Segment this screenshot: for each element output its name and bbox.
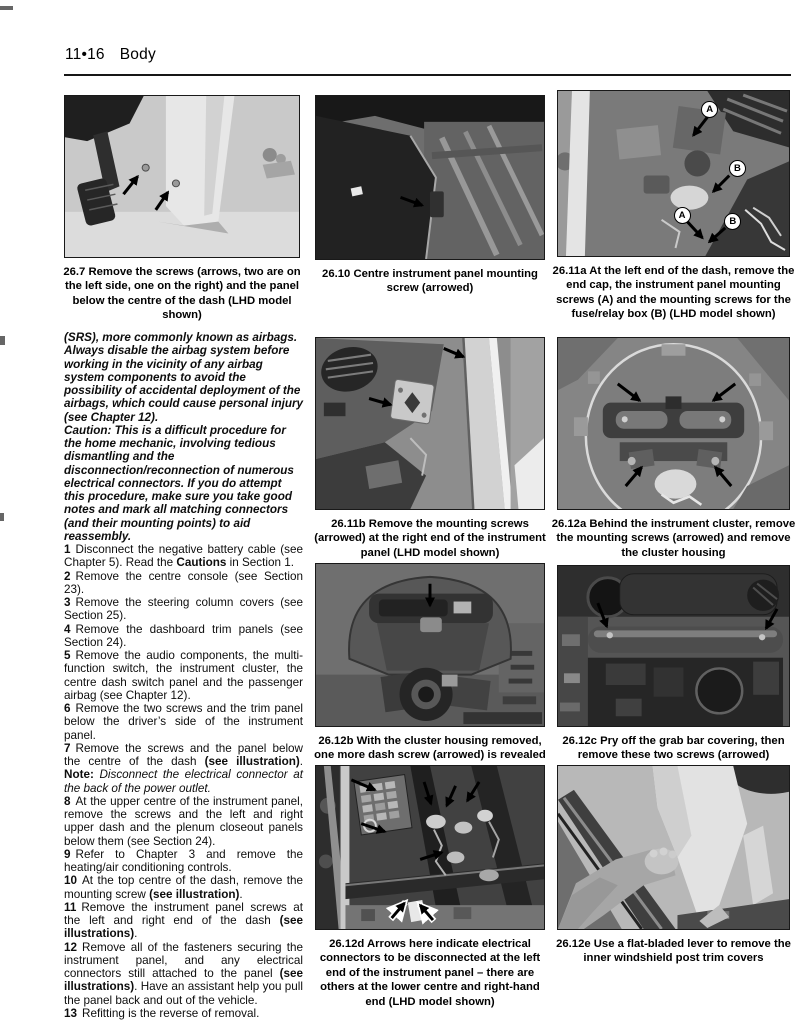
- step-text: .: [134, 927, 138, 941]
- step-number: 1: [64, 543, 71, 556]
- step-text: Note:: [64, 768, 94, 782]
- step-text: Refer to Chapter 3 and remove the heating/air conditioning controls.: [64, 847, 303, 874]
- centre-panel-photo-graphic: [316, 96, 544, 259]
- step-text: (see illustrations): [64, 914, 303, 941]
- figure-26-12b: [315, 563, 545, 763]
- step-number: 9: [64, 847, 71, 861]
- page-number: 11•16: [65, 46, 105, 63]
- scan-artifact: [0, 336, 5, 345]
- step-text: Remove the two screws and the trim panel below the driver’s side of the instrument panel.: [64, 702, 303, 742]
- step-number: 12: [64, 940, 78, 954]
- figure-26-7: [64, 95, 300, 323]
- step-number: 10: [64, 874, 78, 888]
- step-text: Remove the centre console (see Section 23).: [64, 569, 303, 596]
- intro-paragraph: (SRS), more commonly known as airbags. Always disable the airbag system before working in the vicinity of any airbag system components to avoid the possibility of accidental deployment of the airbags, which could cause personal injury (see Chapter 12).: [64, 331, 304, 424]
- step-text: At the top centre of the dash, remove the mounting screw: [64, 874, 303, 901]
- procedure-step: [64, 795, 303, 848]
- callout-letter-a: A: [701, 101, 718, 118]
- step-number: 4: [64, 622, 71, 636]
- procedure-step: [64, 649, 303, 702]
- figure-caption: 26.12d Arrows here indicate electrical connectors to be disconnected at the left end of the instrument panel – there are others at the lower centre and right-hand end (LHD model shown): [319, 938, 541, 1008]
- callout-letter-b: B: [729, 160, 746, 177]
- step-text: Disconnect the negative battery cable (see Chapter 5). Read the: [64, 543, 303, 570]
- step-text: Remove the steering column covers (see Section 25).: [64, 596, 303, 623]
- step-number: 3: [64, 596, 71, 609]
- figure-caption: 26.12e Use a flat-bladed lever to remove the inner windshield post trim covers: [556, 938, 791, 965]
- figure-26-11a-photo: [557, 90, 790, 257]
- figure-caption: 26.7 Remove the screws (arrows, two are on the left side, one on the right) and the panel below the centre of the dash (LHD model shown): [63, 266, 301, 322]
- connectors-photo-graphic: [316, 766, 544, 929]
- procedure-step: [64, 570, 303, 597]
- scan-artifact: [0, 6, 13, 10]
- step-number: 7: [64, 741, 71, 755]
- step-text: (see illustration): [149, 887, 240, 901]
- step-number: 2: [64, 569, 71, 583]
- figure-26-10-photo: [315, 95, 545, 260]
- dash-screw-photo-graphic: [316, 564, 544, 726]
- figure-26-12c-photo: [557, 565, 790, 727]
- step-text: Disconnect the electrical connector at the back of the power outlet.: [64, 768, 303, 795]
- procedure-step: [64, 742, 303, 795]
- figure-26-11a: [552, 90, 795, 322]
- figure-26-7-photo: [64, 95, 300, 258]
- figure-26-12e-photo: [557, 765, 790, 930]
- windshield-trim-photo-graphic: [558, 766, 789, 929]
- figure-26-12a-photo: [557, 337, 790, 510]
- figure-caption: 26.12c Pry off the grab bar covering, then remove these two screws (arrowed): [562, 735, 785, 762]
- pedals-photo-graphic: [65, 96, 299, 257]
- step-text: Remove the audio components, the multi-function switch, the instrument cluster, the centre dash switch panel and the passenger airbag (see Chapter 12).: [64, 649, 303, 702]
- scan-artifact: [0, 513, 4, 521]
- step-number: 6: [64, 702, 71, 715]
- figure-caption: 26.12a Behind the instrument cluster, remove the mounting screws (arrowed) and remove the cluster housing: [551, 518, 796, 559]
- figure-26-12d-photo: [315, 765, 545, 930]
- procedure-step: [64, 596, 303, 623]
- step-text: in Section 1.: [226, 556, 294, 570]
- step-text: .: [239, 887, 243, 901]
- step-text: At the upper centre of the instrument panel, remove the screws and the left and right upper dash and the plenum closeout panels below them (see Section 24).: [64, 794, 303, 848]
- figure-26-12e: [557, 765, 790, 966]
- procedure-step: [64, 874, 303, 901]
- dash-end-photo-graphic: [558, 91, 789, 256]
- callout-letter-a2: A: [674, 207, 691, 224]
- header-rule: [64, 74, 791, 76]
- callout-letter-b2: B: [724, 213, 741, 230]
- step-text: Refitting is the reverse of removal.: [82, 1006, 260, 1020]
- intro-paragraph: Caution: This is a difficult procedure for the home mechanic, involving tedious dismantling and the disconnection/reconnection of numerous electrical connectors. If you do attempt this procedure, make sure you take good notes and mark all matching connectors (and their mounting points) to aid reassembly.: [64, 423, 294, 543]
- procedure-step: [64, 623, 303, 650]
- step-number: 5: [64, 649, 71, 662]
- step-text: Remove the instrument panel screws at the left and right end of the dash: [64, 900, 303, 927]
- step-text: Remove all of the fasteners securing the instrument panel, and any electrical connectors still attached to the panel: [64, 940, 303, 980]
- procedure-step: [64, 543, 303, 570]
- procedure-step: [64, 941, 303, 1007]
- page-header: [65, 46, 156, 64]
- step-text: Remove the screws and the panel below the centre of the dash: [64, 741, 303, 768]
- figure-26-12a: [551, 337, 796, 560]
- figure-26-12b-photo: [315, 563, 545, 727]
- figure-caption: 26.11b Remove the mounting screws (arrowed) at the right end of the instrument panel (LHD model shown): [314, 518, 546, 559]
- figure-caption: 26.12b With the cluster housing removed, one more dash screw (arrowed) is revealed: [314, 735, 546, 762]
- grab-bar-photo-graphic: [558, 566, 789, 726]
- figure-caption: 26.10 Centre instrument panel mounting screw (arrowed): [322, 268, 538, 295]
- figure-26-11b-photo: [315, 337, 545, 510]
- step-number: 8: [64, 794, 71, 808]
- instruction-text: [64, 331, 303, 1020]
- step-text: Remove the dashboard trim panels (see Section 24).: [64, 622, 303, 649]
- procedure-step: [64, 848, 303, 875]
- step-text: .: [299, 755, 303, 768]
- step-text: (see illustration): [204, 755, 300, 768]
- figure-26-12d: [315, 765, 545, 1009]
- step-text: . Have an assistant help you pull the panel back and out of the vehicle.: [64, 980, 303, 1007]
- step-number: 11: [64, 900, 77, 914]
- cluster-housing-photo-graphic: [558, 338, 789, 509]
- step-text: Cautions: [176, 556, 227, 570]
- procedure-step: [64, 1007, 303, 1020]
- chapter-title: Body: [119, 46, 156, 63]
- figure-26-10: [315, 95, 545, 296]
- step-text: (see illustrations): [64, 967, 303, 994]
- dash-right-end-photo-graphic: [316, 338, 544, 509]
- procedure-step: [64, 702, 303, 742]
- step-number: 13: [64, 1006, 78, 1020]
- figure-caption: 26.11a At the left end of the dash, remove the end cap, the instrument panel mounting screws (A) and the mounting screws for the fuse/relay box (B) (LHD model shown): [552, 265, 795, 321]
- figure-26-12c: [557, 565, 790, 763]
- figure-26-11b: [315, 337, 545, 560]
- procedure-step: [64, 901, 303, 941]
